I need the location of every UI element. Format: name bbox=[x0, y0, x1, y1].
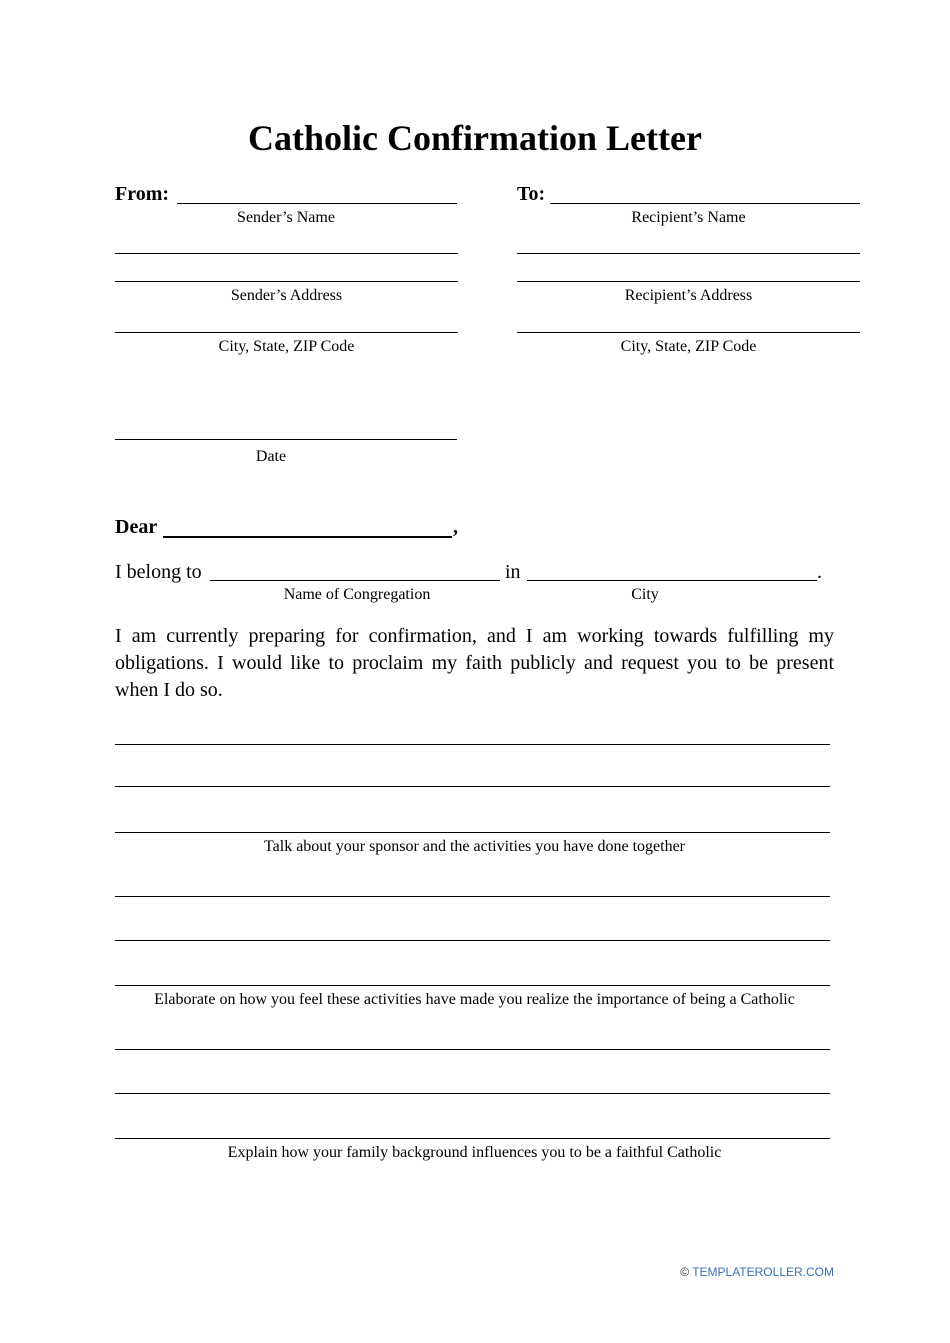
sender-address-line-2[interactable] bbox=[115, 281, 458, 282]
belong-city-caption: City bbox=[631, 586, 659, 603]
belong-prefix: I belong to bbox=[115, 561, 202, 583]
sender-city-field[interactable] bbox=[115, 332, 458, 333]
belong-period: . bbox=[817, 561, 822, 583]
congregation-caption: Name of Congregation bbox=[283, 586, 431, 603]
date-caption: Date bbox=[255, 448, 287, 465]
footer-credit bbox=[680, 1264, 834, 1280]
belong-in: in bbox=[505, 561, 521, 583]
sender-address-line-1[interactable] bbox=[115, 253, 458, 254]
dear-label: Dear bbox=[115, 516, 158, 538]
sponsor-line-1[interactable] bbox=[115, 744, 830, 745]
sender-city-caption: City, State, ZIP Code bbox=[218, 338, 355, 355]
sender-address-caption: Sender’s Address bbox=[230, 287, 343, 304]
sponsor-caption: Talk about your sponsor and the activities you have done together bbox=[264, 838, 685, 855]
page-title: Catholic Confirmation Letter bbox=[248, 118, 702, 158]
recipient-name-field[interactable] bbox=[550, 203, 860, 204]
dear-name-field[interactable] bbox=[163, 536, 452, 538]
dear-comma: , bbox=[453, 516, 458, 538]
activities-line-1[interactable] bbox=[115, 896, 830, 897]
from-label: From: bbox=[115, 183, 170, 205]
sender-name-caption: Sender’s Name bbox=[237, 209, 335, 226]
date-field[interactable] bbox=[115, 439, 457, 440]
sponsor-line-3[interactable] bbox=[115, 832, 830, 833]
footer-link[interactable]: TEMPLATEROLLER.COM bbox=[692, 1265, 834, 1279]
activities-line-3[interactable] bbox=[115, 985, 830, 986]
recipient-city-field[interactable] bbox=[517, 332, 860, 333]
copyright-icon: © bbox=[680, 1265, 690, 1279]
congregation-field[interactable] bbox=[210, 580, 500, 581]
body-paragraph: I am currently preparing for confirmation, and I am working towards fulfilling my obligations. I would like to proclaim my faith publicly and request you to be present when I do so. bbox=[115, 625, 834, 701]
recipient-name-caption: Recipient’s Name bbox=[631, 209, 746, 226]
recipient-address-line-1[interactable] bbox=[517, 253, 860, 254]
sponsor-line-2[interactable] bbox=[115, 786, 830, 787]
sender-name-field[interactable] bbox=[177, 203, 457, 204]
family-line-3[interactable] bbox=[115, 1138, 830, 1139]
to-label: To: bbox=[517, 183, 546, 205]
recipient-address-caption: Recipient’s Address bbox=[624, 287, 753, 304]
recipient-address-line-2[interactable] bbox=[517, 281, 860, 282]
recipient-city-caption: City, State, ZIP Code bbox=[620, 338, 757, 355]
activities-caption: Elaborate on how you feel these activities have made you realize the importance of being a Catholic bbox=[154, 991, 795, 1008]
activities-line-2[interactable] bbox=[115, 940, 830, 941]
family-line-1[interactable] bbox=[115, 1049, 830, 1050]
family-caption: Explain how your family background influences you to be a faithful Catholic bbox=[227, 1144, 722, 1161]
family-line-2[interactable] bbox=[115, 1093, 830, 1094]
belong-city-field[interactable] bbox=[527, 580, 817, 581]
